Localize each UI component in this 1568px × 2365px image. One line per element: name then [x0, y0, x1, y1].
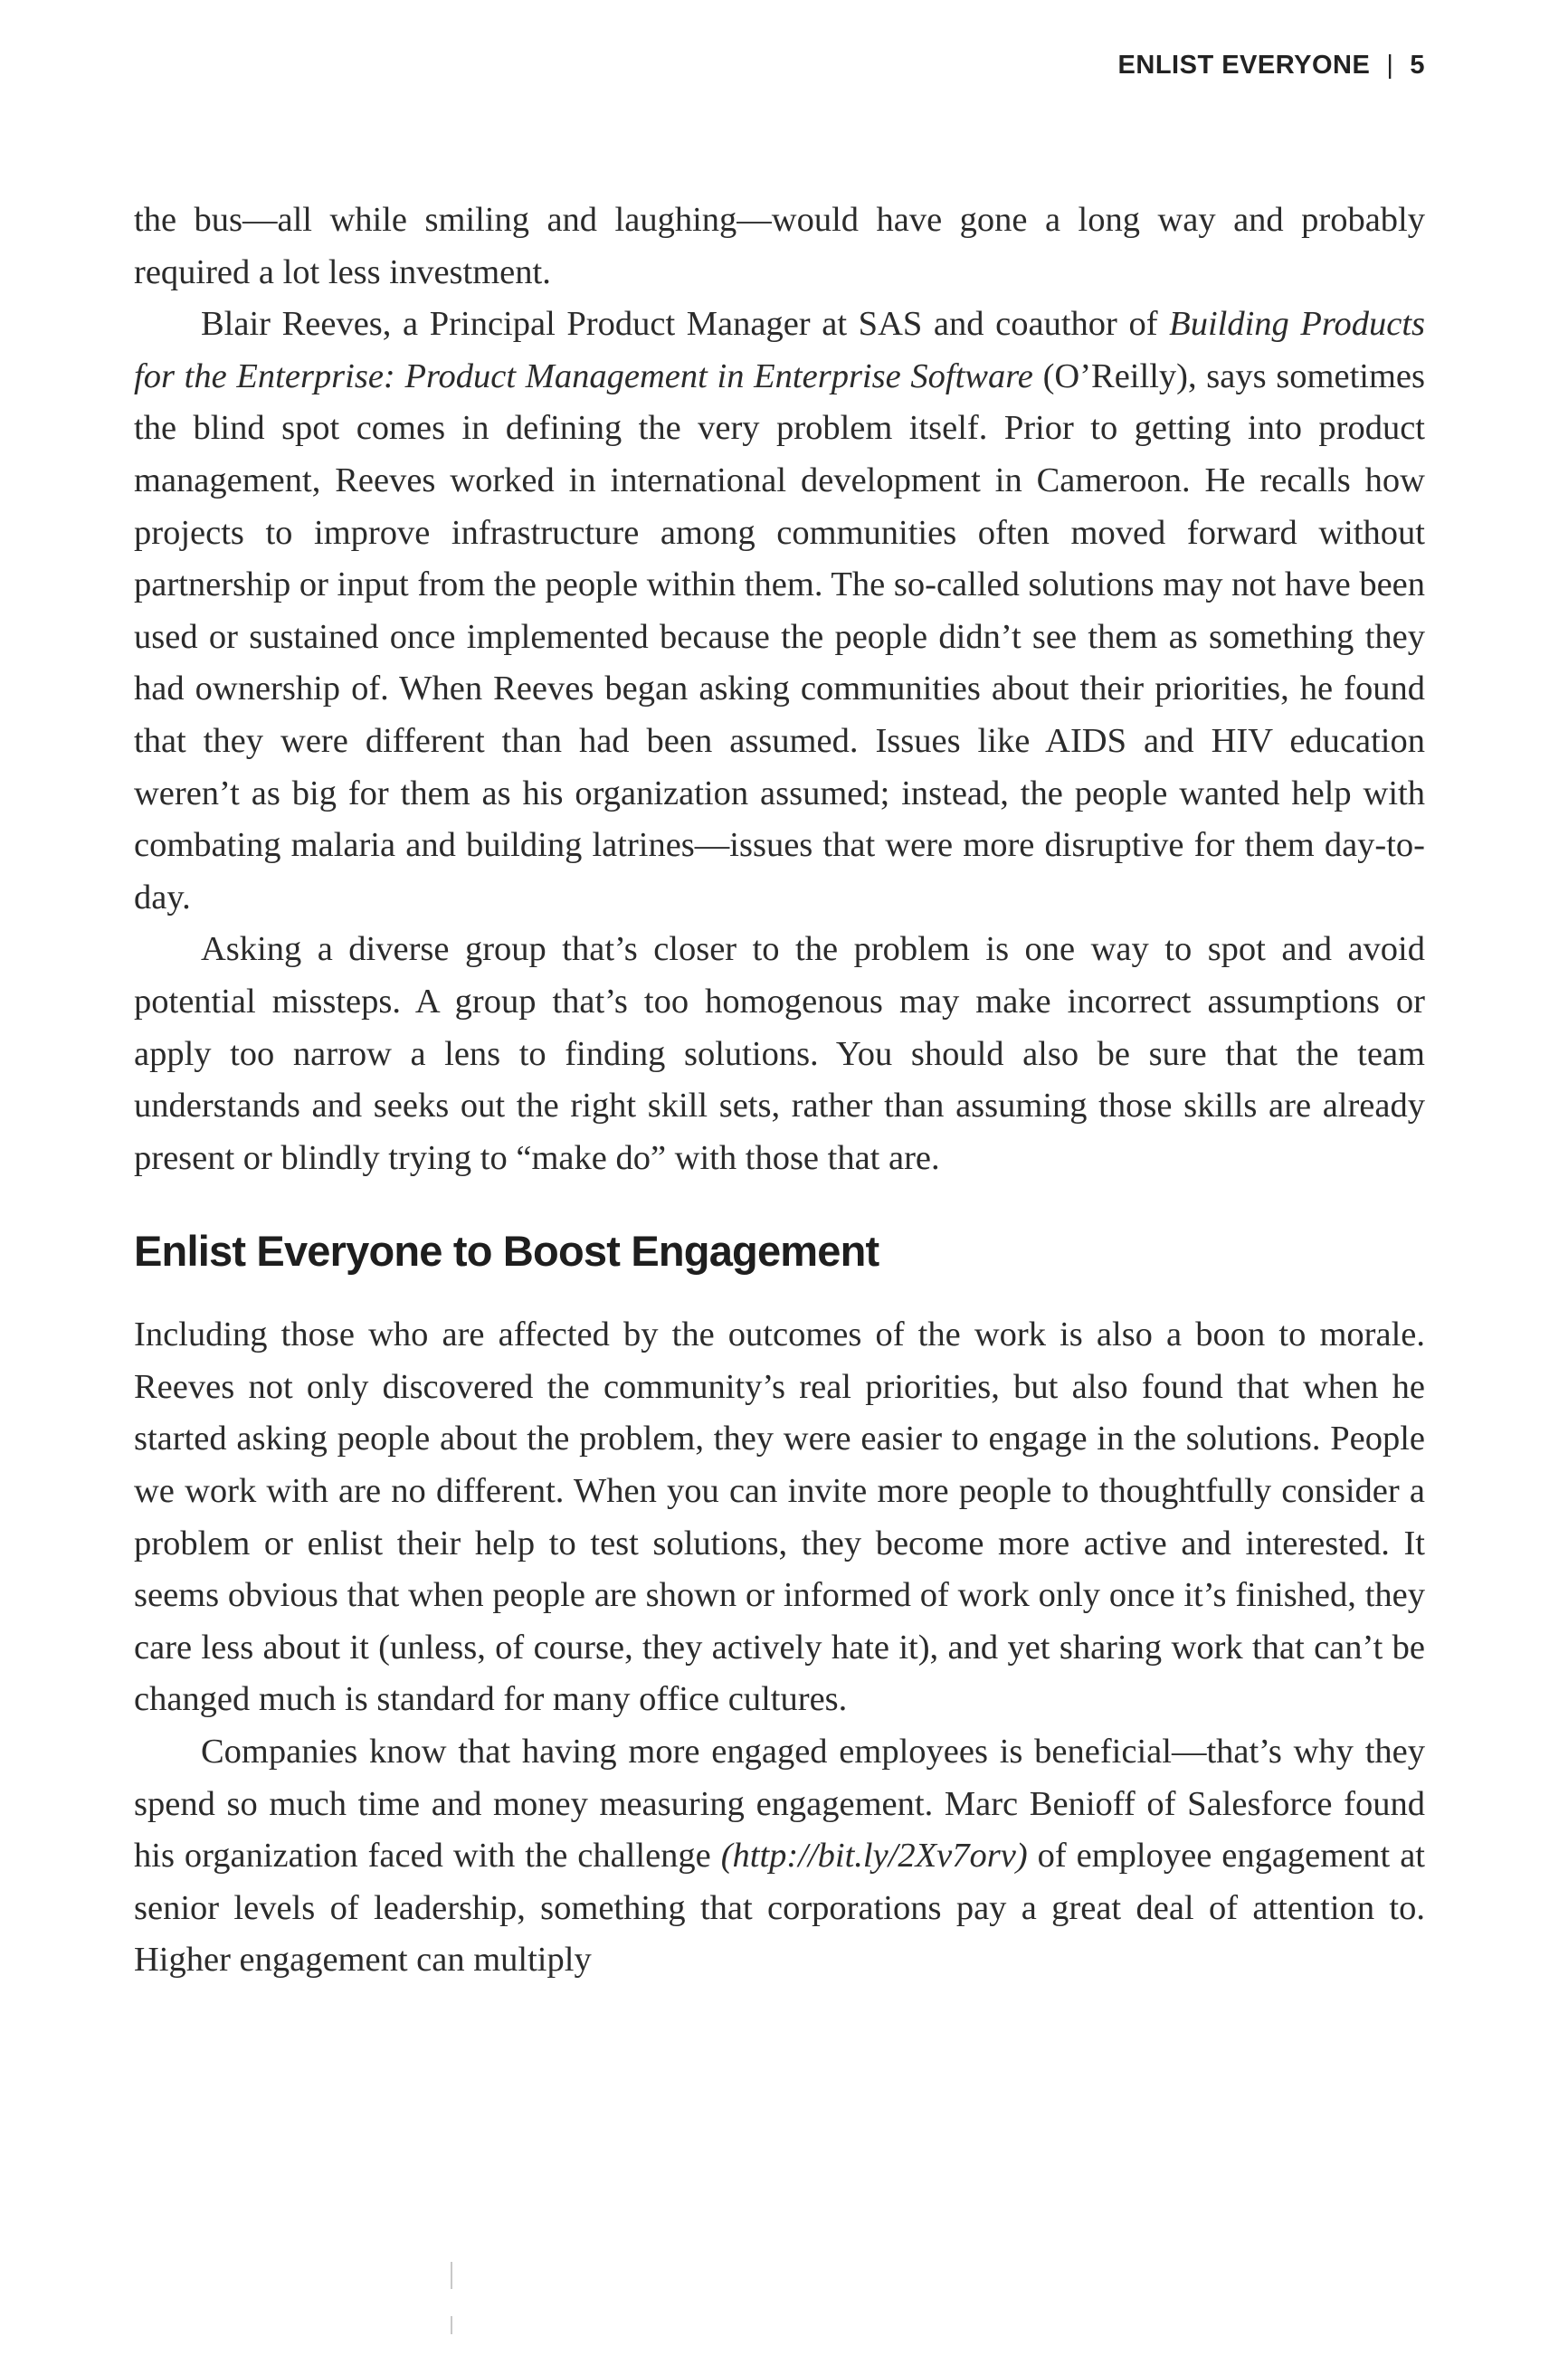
- section-heading: Enlist Everyone to Boost Engagement: [134, 1227, 879, 1276]
- paragraph-reeves-body: (O’Reilly), says sometimes the blind spot comes in defining the very problem itself. Prior to getting into product management, Reeves worked in international development in Cameroon. He recalls how projects to improve infrastructure among communities often moved forward without partnership or input from the people within them. The so-called solutions may not have been used or sustained once implemented because the people didn’t see them as something they had ownership of. When Reeves began asking communities about their priorities, he found that they were different than had been assumed. Issues like AIDS and HIV education weren’t as big for them as his organization assumed; instead, the people wanted help with combating malaria and building latrines—issues that were more disruptive for them day-to-day.: [134, 356, 1425, 917]
- scan-mark: [451, 2316, 452, 2334]
- reference-link[interactable]: (http://bit.ly/2Xv7orv): [720, 1837, 1028, 1876]
- page-number: 5: [1410, 51, 1425, 80]
- scan-mark: [451, 2262, 452, 2289]
- paragraph-reeves-intro: Blair Reeves, a Principal Product Manager at SAS and coauthor of: [201, 305, 1170, 344]
- book-title: Building Products for the Enterprise: Product Management in Enterprise Software: [134, 305, 1425, 395]
- paragraph-engagement-body: of employee engagement at senior levels of leadership, something that corporations pay a great deal of attention to. Higher engagement can multiply: [134, 1837, 1425, 1980]
- header-separator: |: [1386, 51, 1394, 80]
- paragraph-engagement-intro: Companies know that having more engaged employees is beneficial—that’s why they spend so much time and money measuring engagement. Marc Benioff of Salesforce found his organization faced with the challenge: [134, 1733, 1425, 1876]
- paragraph-engagement: [134, 1726, 1425, 1987]
- paragraph-continued: the bus—all while smiling and laughing—would have gone a long way and probably required a lot less investment.: [134, 201, 1425, 291]
- running-title: ENLIST EVERYONE: [1117, 51, 1371, 80]
- paragraph-morale: Including those who are affected by the outcomes of the work is also a boon to morale. Reeves not only discovered the community’s real priorities, but also found that when he started asking people about the problem, they were easier to engage in the solutions. People we work with are no different. When you can invite more people to thoughtfully consider a problem or enlist their help to test solutions, they become more active and interested. It seems obvious that when people are shown or informed of work only once it’s finished, they care less about it (unless, of course, they actively hate it), and yet sharing work that can’t be changed much is standard for many office cultures.: [134, 1315, 1425, 1719]
- running-header: [1041, 51, 1425, 81]
- paragraph-diverse-group: Asking a diverse group that’s closer to the problem is one way to spot and avoid potential missteps. A group that’s too homogenous may make incorrect assumptions or apply too narrow a lens to finding solutions. You should also be sure that the team understands and seeks out the right skill sets, rather than assuming those skills are already present or blindly trying to “make do” with those that are.: [134, 930, 1425, 1177]
- body-text: [134, 195, 1425, 1987]
- paragraph-reeves: [134, 299, 1425, 924]
